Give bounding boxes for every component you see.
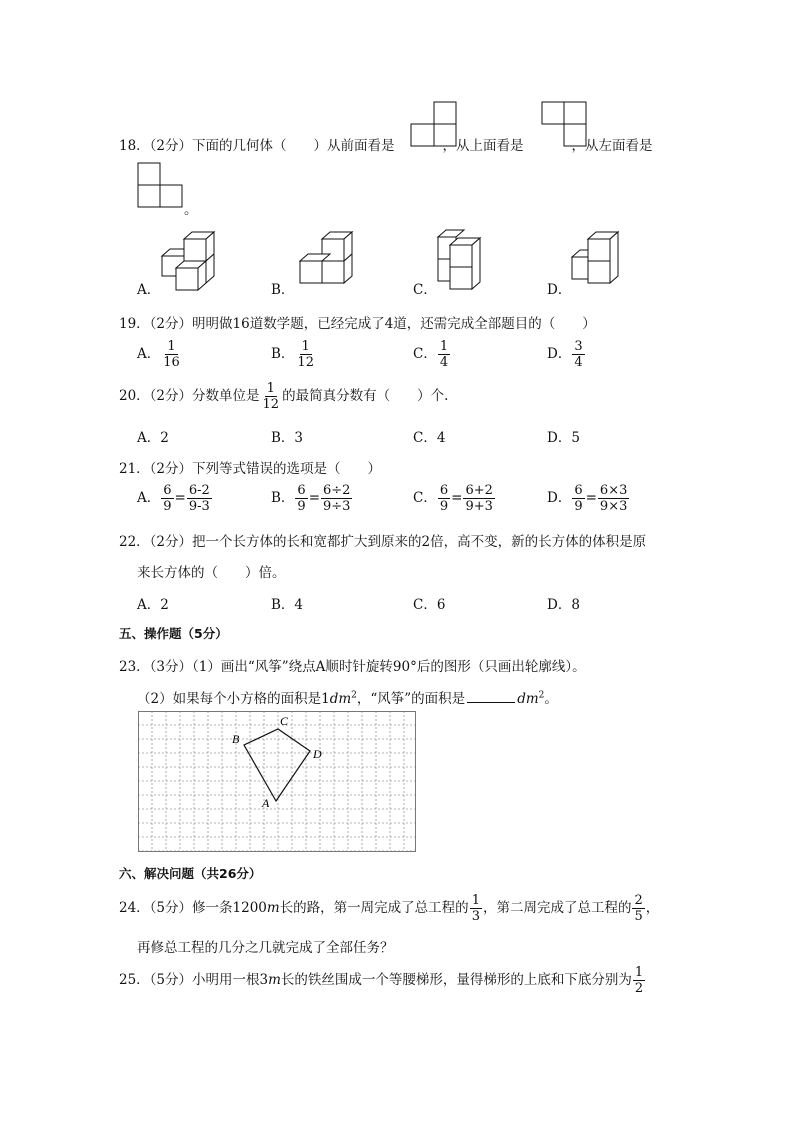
fraction: $\frac{6+2}{9+3}$ [465,483,493,514]
q20-option-d[interactable]: D．5 [547,430,580,446]
q18-option-b[interactable]: B． [271,282,295,298]
unit: m [268,972,281,988]
fraction: $\frac{6}{9}$ [163,483,172,514]
fraction: $\frac{1}{2}$ [634,965,644,996]
option-label: D． [547,346,572,362]
cube-figure-d [570,230,630,292]
option-label: A． [137,490,161,506]
equals-sign: = [174,490,186,506]
q18-option-a[interactable]: A． [137,282,161,298]
q24-line2: 再修总工程的几分之几就完成了全部任务？ [137,940,394,956]
q25-text-b: 长的铁丝围成一个等腰梯形，量得梯形的上底和下底分别为 [280,972,632,988]
q18-text-a: 18．（2分）下面的几何体（ ）从前面看是 [119,138,395,154]
q24-text-d: ， [645,900,660,916]
option-label: B． [271,490,295,506]
q25-line1 [119,966,646,995]
fraction: $\frac{1}{12}$ [297,339,314,370]
option-label: D． [547,490,572,506]
q24-text-c: ，第二周完成了总工程的 [482,900,632,916]
cube-figure-a [160,230,220,292]
section-6-title: 六、解决问题（共26分） [119,866,262,881]
q24-text-b: 长的路，第一周完成了总工程的 [279,900,469,916]
q21-option-a[interactable] [137,484,213,513]
fraction: $\frac{2}{5}$ [634,893,643,924]
q21-question: 21．（2分）下列等式错误的选项是（ ） [119,461,382,477]
q19-option-a[interactable] [137,340,183,369]
equals-sign: = [451,490,463,506]
q23-text-b: ，“风筝”的面积是 [356,691,466,707]
q22-line1: 22．（2分）把一个长方体的长和宽都扩大到原来的2倍，高不变，新的长方体的体积是原 [119,534,647,550]
front-view-shape [410,101,458,149]
point-c-label: C [280,714,289,728]
unit: dm [329,691,352,707]
q24-line1 [119,894,659,923]
q18-text-c: ，从左面看是 [571,138,653,154]
unit: dm [517,691,539,707]
fraction: $\frac{1}{16}$ [163,339,180,370]
q21-option-b[interactable] [271,484,353,513]
q23-line1: 23．（3分）（1）画出“风筝”绕点A顺时针旋转90°后的图形（只画出轮廓线）。 [119,659,586,675]
point-a-label: A [262,796,270,810]
option-label: B． [271,346,295,362]
fraction: $\frac{6}{9}$ [297,483,306,514]
q20-text-b: 的最简真分数有（ ）个. [282,388,449,404]
q25-text-a: 25．（5分）小明用一根3 [119,972,269,988]
answer-blank[interactable] [467,690,515,703]
q22-option-a[interactable]: A．2 [137,597,169,613]
equals-sign: = [585,490,597,506]
q20-option-c[interactable]: C．4 [413,430,446,446]
unit: m [266,900,280,916]
q20-text-a: 20．（2分）分数单位是 [119,388,260,404]
q22-line2: 来长方体的（ ）倍。 [137,565,286,581]
q21-option-d[interactable] [547,484,630,513]
q24-text-a: 24．（5分）修一条1200 [119,900,267,916]
q20-option-b[interactable]: B．3 [271,430,304,446]
cube-figure-b [296,230,356,292]
q18-end: 。 [184,202,198,218]
fraction: $\frac{6}{9}$ [439,483,449,514]
q20-option-a[interactable]: A．2 [137,430,169,446]
superscript: 2 [351,690,357,701]
q19-option-c[interactable] [413,340,451,369]
q18-option-d[interactable]: D． [547,282,572,298]
section-5-title: 五、操作题（5分） [119,626,228,641]
q21-option-c[interactable] [413,484,496,513]
fraction: $\frac{1}{12}$ [262,381,280,412]
cube-figure-c [434,228,494,290]
fraction: $\frac{6}{9}$ [574,483,583,514]
q19-question: 19．（2分）明明做16道数学题，已经完成了4道，还需完成全部题目的（ ） [119,316,596,332]
q18-option-c[interactable]: C． [413,282,437,298]
option-label: A． [137,346,161,362]
equals-sign: = [308,490,321,506]
point-d-label: D [313,747,322,761]
fraction: $\frac{6\div 2}{9\div 3}$ [323,483,351,514]
q19-option-d[interactable] [547,340,586,369]
fraction: $\frac{3}{4}$ [574,339,583,370]
top-view-shape [541,101,589,149]
kite-shape [244,729,310,801]
left-view-shape [137,162,185,210]
q23-text-a: （2）如果每个小方格的面积是1 [137,691,330,707]
fraction: $\frac{6\times 3}{9\times 3}$ [599,483,628,514]
q23-line2 [137,687,558,707]
kite-grid[interactable] [138,711,416,852]
q22-option-c[interactable]: C．6 [413,597,446,613]
option-label: C． [413,490,437,506]
fraction: $\frac{1}{4}$ [439,339,449,370]
q23-text-c: 。 [544,691,558,707]
q18-text-b: ，从上面看是 [442,138,524,154]
fraction: $\frac{6-2}{9-3}$ [188,483,210,514]
fraction: $\frac{1}{3}$ [471,893,480,924]
superscript: 2 [538,690,545,701]
q22-option-b[interactable]: B．4 [271,597,304,613]
q19-option-b[interactable] [271,340,317,369]
q20-question [119,382,448,411]
q22-option-d[interactable]: D．8 [547,597,580,613]
option-label: C． [413,346,437,362]
point-b-label: B [232,732,240,746]
